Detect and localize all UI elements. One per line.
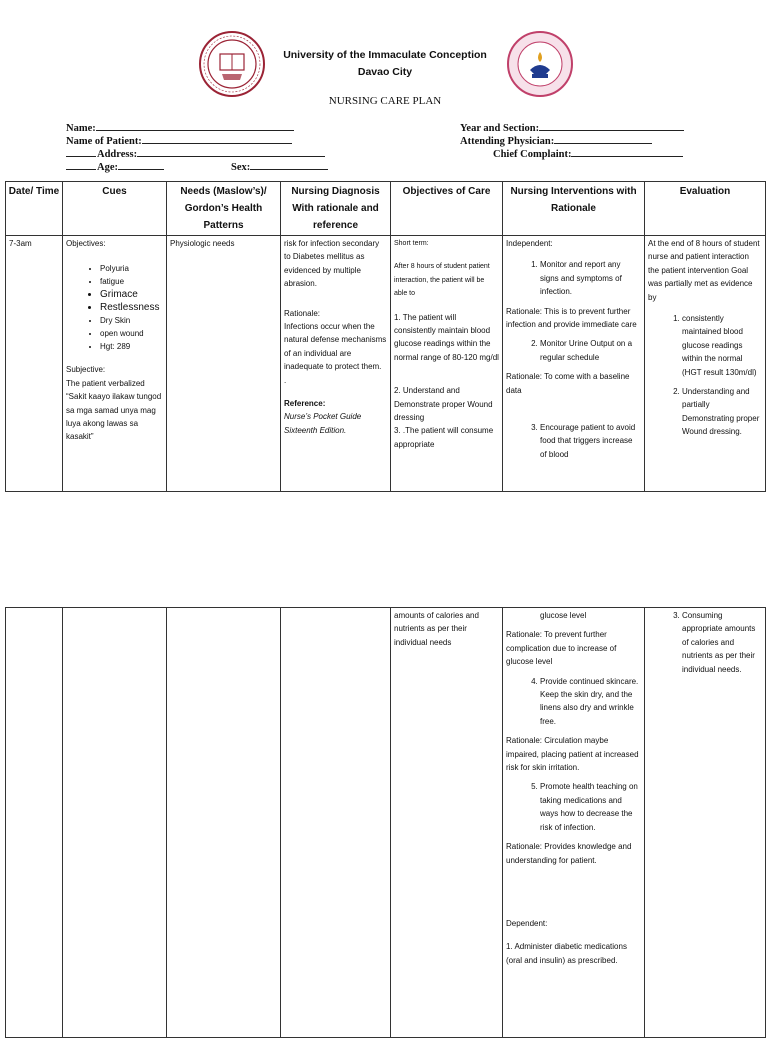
rationale-4: Rationale: Circulation maybe impaired, placing patient at increased risk for skin irritation.	[506, 736, 639, 773]
cell-cues-cont	[63, 608, 167, 1038]
list-item: • Polyuria	[100, 262, 163, 275]
col-interventions: Nursing Interventions with Rationale	[503, 182, 645, 236]
age-label: Age:	[97, 162, 118, 173]
subjective-label: Subjective:	[66, 365, 106, 375]
interventions-list	[506, 675, 641, 729]
cell-objectives	[391, 236, 503, 492]
university-city: Davao City	[357, 66, 413, 78]
address-label: Address:	[97, 149, 138, 160]
dependent-label: Dependent:	[506, 918, 548, 928]
patient-name-line[interactable]	[142, 134, 292, 144]
cell-evaluation	[645, 236, 766, 492]
year-section-label: Year and Section:	[460, 123, 540, 134]
intervention-3-cont: glucose level	[540, 611, 587, 620]
university-seal-left	[198, 30, 266, 98]
cell-needs-cont	[167, 608, 281, 1038]
complaint-field	[493, 147, 683, 160]
physician-label: Attending Physician:	[460, 136, 555, 147]
diagnosis-rationale: Infections occur when the natural defense mechanisms of an individual are inadequate to protect them.	[284, 322, 387, 372]
list-item: • fatigue	[100, 275, 163, 288]
name-field	[66, 121, 294, 134]
sex-label: Sex:	[231, 162, 251, 173]
cell-time	[6, 236, 63, 492]
evaluation-list	[648, 609, 762, 676]
needs-text: Physiologic needs	[170, 239, 235, 248]
time-text: 7-3am	[9, 239, 32, 248]
objectives-label: Objectives:	[66, 239, 106, 248]
patient-name-field	[66, 134, 292, 147]
diagnosis-dot: .	[284, 375, 287, 385]
col-objectives: Objectives of Care	[391, 182, 503, 236]
list-item: • Hgt: 289	[100, 340, 163, 353]
evaluation-intro: At the end of 8 hours of student nurse and patient interaction the patient intervention Goal was partially met as evidence by	[648, 239, 760, 302]
list-item: 1. Monitor and report any signs and symptoms of infection.	[540, 258, 641, 298]
list-item: 3. Encourage patient to avoid food that triggers increase of blood	[540, 421, 641, 461]
col-needs: Needs (Maslow’s)/ Gordon’s Health Patterns	[167, 182, 281, 236]
physician-line[interactable]	[554, 134, 652, 144]
evaluation-list	[648, 312, 762, 439]
sex-field	[231, 160, 328, 173]
list-item: • Restlessness	[100, 301, 163, 314]
rationale-3: Rationale: To prevent further complication due to increase of glucose level	[506, 630, 617, 667]
reference-label: Reference:	[284, 399, 326, 409]
cell-interventions	[503, 236, 645, 492]
rationale-2: Rationale: To come with a baseline data	[506, 372, 630, 395]
dependent-1: 1. Administer diabetic medications (oral and insulin) as prescribed.	[506, 942, 627, 965]
cell-time-cont	[6, 608, 63, 1038]
list-item: 1. consistently maintained blood glucose readings within the normal (HGT result 130m/dl)	[682, 312, 762, 379]
year-section-line[interactable]	[539, 121, 684, 131]
cell-interventions-cont	[503, 608, 645, 1038]
table-header-row	[6, 182, 766, 236]
col-date-time: Date/ Time	[6, 182, 63, 236]
reference-text: Nurse’s Pocket Guide Sixteenth Edition.	[284, 412, 362, 435]
col-evaluation: Evaluation	[645, 182, 766, 236]
cell-diagnosis	[281, 236, 391, 492]
diagnosis-text: risk for infection secondary to Diabetes mellitus as evidenced by multiple abrasion.	[284, 239, 380, 289]
list-item: 2. Monitor Urine Output on a regular schedule	[540, 337, 641, 364]
care-plan-table	[5, 181, 766, 492]
list-item: • Dry Skin	[100, 314, 163, 327]
list-item: 4. Provide continued skincare. Keep the skin dry, and the linens also dry and wrinkle free.	[540, 675, 641, 729]
age-field	[66, 160, 164, 173]
objective-1: 1. The patient will consistently maintain blood glucose readings within the normal range of 80-120 mg/dl	[394, 312, 499, 362]
cell-cues	[63, 236, 167, 492]
list-item: • open wound	[100, 327, 163, 340]
cell-needs	[167, 236, 281, 492]
objective-cues-list	[66, 262, 163, 353]
physician-field	[460, 134, 652, 147]
care-plan-table-continued	[5, 607, 766, 1038]
interventions-list	[506, 780, 641, 834]
list-item: 3. Consuming appropriate amounts of calories and nutrients as per their individual needs.	[682, 609, 762, 676]
interventions-list	[506, 337, 641, 364]
complaint-line[interactable]	[571, 147, 683, 157]
short-term-label: Short term:	[394, 240, 429, 247]
address-lead-line	[66, 147, 96, 157]
patient-name-label: Name of Patient:	[66, 136, 142, 147]
list-item: • Grimace	[100, 288, 163, 301]
name-line[interactable]	[96, 121, 294, 131]
list-item: 5. Promote health teaching on taking medications and ways how to decrease the risk of infection.	[540, 780, 641, 834]
rationale-1: Rationale: This is to prevent further infection and provide immediate care	[506, 306, 637, 330]
year-section-field	[460, 121, 684, 134]
address-field	[66, 147, 325, 160]
diagnosis-rationale-label: Rationale:	[284, 308, 321, 318]
cell-evaluation-cont	[645, 608, 766, 1038]
list-item: 2. Understanding and partially Demonstrating proper Wound dressing.	[682, 385, 762, 439]
document-title: NURSING CARE PLAN	[328, 95, 442, 107]
col-cues: Cues	[63, 182, 167, 236]
address-line[interactable]	[137, 147, 325, 157]
cell-diagnosis-cont	[281, 608, 391, 1038]
independent-label: Independent:	[506, 239, 553, 248]
sex-line[interactable]	[250, 160, 328, 170]
age-lead-line	[66, 160, 96, 170]
col-diagnosis: Nursing Diagnosis With rationale and reference	[281, 182, 391, 236]
cell-objectives-cont	[391, 608, 503, 1038]
interventions-list	[506, 258, 641, 298]
interventions-list	[506, 421, 641, 461]
objective-2: 2. Understand and Demonstrate proper Wound dressing	[394, 386, 493, 423]
table-row	[6, 608, 766, 1038]
table-row	[6, 236, 766, 492]
rationale-5: Rationale: Provides knowledge and understanding for patient.	[506, 842, 632, 865]
subjective-text: The patient verbalized “Sakit kaayo ilakaw tungod sa mga samad unya mag luya akong lawas sa kasakit”	[66, 378, 162, 442]
objective-3: 3. .The patient will consume appropriate	[394, 426, 494, 449]
nursing-seal-right	[506, 30, 574, 98]
name-label: Name:	[66, 123, 96, 134]
complaint-label: Chief Complaint:	[493, 149, 572, 160]
objectives-intro: After 8 hours of student patient interaction, the patient will be able to	[394, 263, 490, 298]
objective-3-cont: amounts of calories and nutrients as per their individual needs	[394, 611, 479, 647]
university-name: University of the Immaculate Conception	[283, 49, 487, 61]
age-line[interactable]	[118, 160, 164, 170]
